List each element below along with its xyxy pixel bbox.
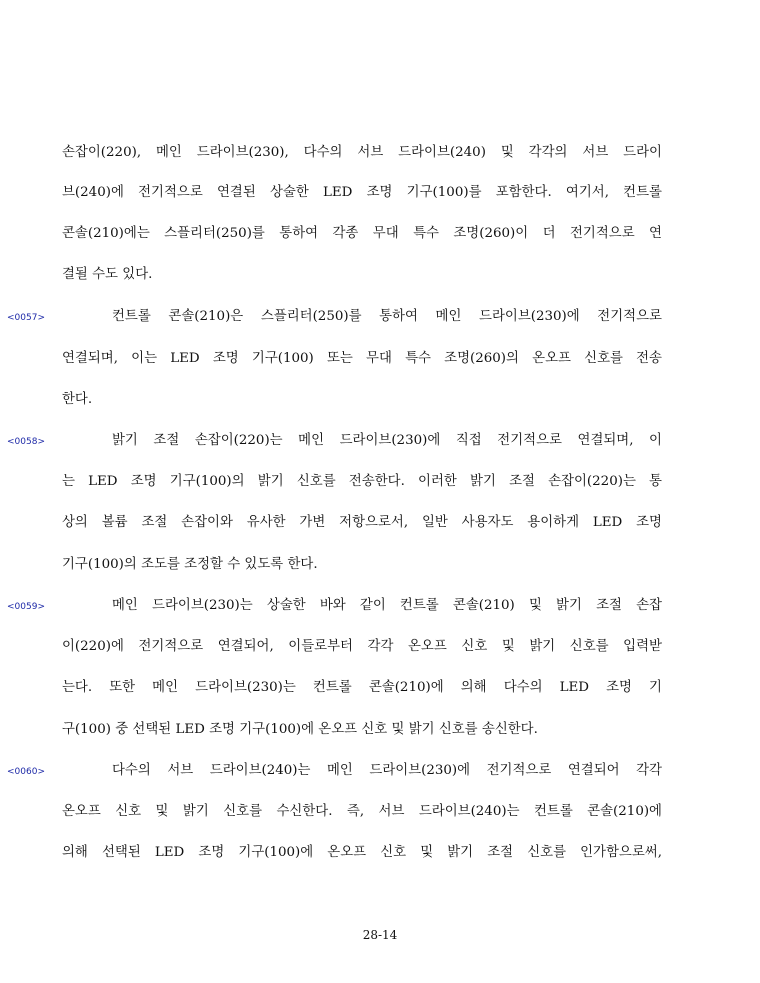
paragraph-line: 손잡이(220), 메인 드라이브(230), 다수의 서브 드라이브(240) 및 각각의 서브 드라이 <box>62 145 662 160</box>
paragraph-line: 는다. 또한 메인 드라이브(230)는 컨트롤 콘솔(210)에 의해 다수의 LED 조명 기 <box>62 680 662 695</box>
paragraph-line: 온오프 신호 및 밝기 신호를 수신한다. 즉, 서브 드라이브(240)는 컨트롤 콘솔(210)에 <box>62 804 662 819</box>
paragraph-line: 는 LED 조명 기구(100)의 밝기 신호를 전송한다. 이러한 밝기 조절 손잡이(220)는 통 <box>62 474 662 489</box>
paragraph-line: 기구(100)의 조도를 조정할 수 있도록 한다. <box>62 557 318 572</box>
paragraph-line: 밝기 조절 손잡이(220)는 메인 드라이브(230)에 직접 전기적으로 연결되며, 이 <box>112 433 662 448</box>
paragraph-line: 이(220)에 전기적으로 연결되어, 이들로부터 각각 온오프 신호 및 밝기 신호를 입력받 <box>62 639 662 654</box>
paragraph-line: 상의 볼륨 조절 손잡이와 유사한 가변 저항으로서, 일반 사용자도 용이하게 LED 조명 <box>62 515 662 530</box>
paragraph-line: 의해 선택된 LED 조명 기구(100)에 온오프 신호 및 밝기 조절 신호를 인가함으로써, <box>62 845 662 860</box>
paragraph-line: 메인 드라이브(230)는 상술한 바와 같이 컨트롤 콘솔(210) 및 밝기 조절 손잡 <box>112 598 662 613</box>
paragraph-line: 구(100) 중 선택된 LED 조명 기구(100)에 온오프 신호 및 밝기 신호를 송신한다. <box>62 722 538 737</box>
paragraph-line: 결될 수도 있다. <box>62 267 153 282</box>
paragraph-line: 다수의 서브 드라이브(240)는 메인 드라이브(230)에 전기적으로 연결되어 각각 <box>112 763 662 778</box>
paragraph-number: <0057> <box>7 313 45 323</box>
page-number: 28-14 <box>362 928 398 942</box>
paragraph-number: <0060> <box>7 767 45 777</box>
paragraph-line: 브(240)에 전기적으로 연결된 상술한 LED 조명 기구(100)를 포함한다. 여기서, 컨트롤 <box>62 185 662 200</box>
paragraph-line: 한다. <box>62 392 93 407</box>
paragraph-number: <0059> <box>7 602 45 612</box>
paragraph-line: 콘솔(210)에는 스플리터(250)를 통하여 각종 무대 특수 조명(260)이 더 전기적으로 연 <box>62 226 662 241</box>
paragraph-number: <0058> <box>7 437 45 447</box>
paragraph-line: 연결되며, 이는 LED 조명 기구(100) 또는 무대 특수 조명(260)의 온오프 신호를 전송 <box>62 351 662 366</box>
paragraph-line: 컨트롤 콘솔(210)은 스플리터(250)를 통하여 메인 드라이브(230)에 전기적으로 <box>112 309 662 324</box>
